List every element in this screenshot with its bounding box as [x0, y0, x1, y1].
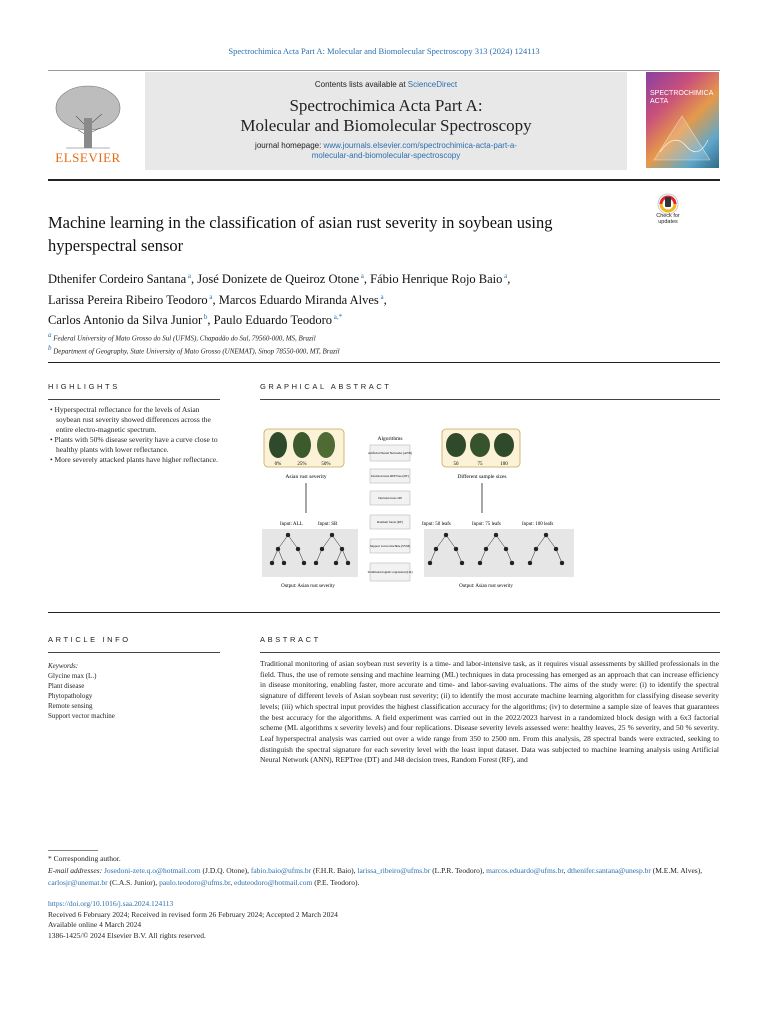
highlights-heading: HIGHLIGHTS	[48, 382, 120, 391]
masthead-bottom-rule	[48, 179, 720, 181]
cover-pattern	[650, 112, 714, 164]
affiliation-key: b	[48, 344, 54, 353]
article-info-rule	[48, 652, 220, 653]
keyword-item: Glycine max (L.)	[48, 672, 97, 680]
affiliation-line	[48, 343, 688, 356]
leaf-label-right: 50	[453, 462, 459, 467]
journal-title	[145, 96, 627, 136]
email-link[interactable]: marcos.eduardo@ufms.br	[486, 866, 564, 875]
sciencedirect-link[interactable]: ScienceDirect	[407, 80, 458, 89]
email-link[interactable]: dthenifer.santana@unesp.br	[567, 866, 651, 875]
leaf-label-right: 100	[500, 462, 508, 467]
article-title	[48, 211, 638, 257]
homepage-url-line2[interactable]: molecular-and-biomolecular-spectroscopy	[311, 151, 461, 160]
algorithm-label: Support vector machine (SVM)	[369, 544, 411, 548]
keyword-item: Remote sensing	[48, 702, 93, 710]
author-name[interactable]: José Donizete de Queiroz Otone	[197, 272, 360, 287]
footnotes	[48, 853, 720, 889]
abstract-rule	[260, 652, 720, 653]
email-owner: (J.D.Q. Otone),	[200, 866, 251, 875]
input-label-left: Input: ALL	[280, 522, 303, 527]
copyright: 1386-1425/© 2024 Elsevier B.V. All rights reserved.	[48, 930, 206, 940]
author-affiliation-marker[interactable]: a	[378, 292, 384, 301]
cover-title: SPECTROCHIMICA ACTA	[650, 90, 714, 105]
author-affiliation-marker[interactable]: b	[202, 313, 208, 322]
publisher-name: ELSEVIER	[55, 150, 121, 165]
abstract-text: Traditional monitoring of asian soybean rust severity is a time- and labor-intensive task, as it requires visual assessments by skilled professionals in the field. Thus, the use of remote sensing and machine learning (ML) techniques in data processing has emerged as an approach that can increase efficiency in disease monitoring, enabling faster, more accurate and time- and labor-saving evaluations. The aims of the study were: (i) to identify the spectral signature of different levels of Asian soybean rust severity; (ii) to identify the most accurate machine learning algorithm for classifying disease severity levels; (iii) which spectral input provides the highest classification accuracy for the algorithms; (iv) to determine a sample size of leaves that guarantees the best accuracy for the algorithms. A field experiment was carried out in the 2022/2023 harvest in a randomized block design with a 6x3 factorial scheme (ML algorithms x severity levels) and four replications. Disease severity levels assessed were: healthy leaves, 25 % severity, and 50 % severity. Leaf hyperspectral analysis was carried out over a wide range from 350 to 2500 nm. From this analysis, 28 spectral bands were extracted, seeking to distinguish the spectral signature for each severity level with the least input dataset. Data was subjected to machine learning analysis using Artificial Neural Network (ANN), REPTree (DT) and J48 decision trees, Random Forest (RF), and	[260, 659, 719, 765]
affiliation-text: Federal University of Mato Grosso do Sul (UFMS), Chapadão do Sul, 79560-000, MS, Brazil	[53, 334, 316, 343]
keyword-item: Plant disease	[48, 682, 85, 690]
section-rule-1	[48, 362, 720, 363]
keyword-item: Phytopathology	[48, 692, 93, 700]
keywords-block	[48, 661, 220, 721]
article-title-line1: Machine learning in the classification of asian rust severity in soybean using	[48, 213, 553, 232]
footnote-rule	[48, 850, 98, 851]
leaf-label-left: 50%	[321, 462, 331, 467]
algorithm-label: Artificial Neural Networks (ANN)	[367, 451, 413, 455]
author-name[interactable]: Carlos Antonio da Silva Junior	[48, 313, 203, 328]
masthead-top-rule	[48, 70, 720, 71]
leaf-label-left: 25%	[297, 462, 307, 467]
journal-homepage	[170, 141, 602, 161]
output-label-right: Output: Asian rust severity	[459, 584, 513, 589]
section-rule-2	[48, 612, 720, 613]
keyword-item: Support vector machine	[48, 712, 115, 720]
keywords-label: Keywords:	[48, 662, 79, 670]
author-affiliation-marker[interactable]: a	[502, 272, 508, 280]
graphical-abstract-rule	[260, 399, 720, 400]
email-list	[48, 866, 702, 887]
email-label: E-mail addresses:	[48, 866, 103, 875]
email-link[interactable]: paulo.teodoro@ufms.br	[159, 878, 231, 887]
author-name[interactable]: Dthenifer Cordeiro Santana	[48, 272, 187, 287]
affiliations	[48, 330, 688, 357]
email-owner: (F.H.R. Baio),	[311, 866, 358, 875]
input-label-right: Input: 75 leafs	[472, 522, 501, 527]
left-caption: Asian rust severity	[285, 474, 327, 480]
email-link[interactable]: carlosjr@unemat.br	[48, 878, 108, 887]
algorithm-label: Random forest (RF)	[377, 520, 403, 524]
algorithm-label: Decision trees J48	[378, 496, 402, 500]
email-owner: ,	[563, 866, 568, 875]
output-label-left: Output: Asian rust severity	[281, 584, 335, 589]
available-online: Available online 4 March 2024	[48, 920, 142, 929]
right-caption: Different sample sizes	[457, 474, 507, 480]
highlights-list	[48, 405, 220, 465]
input-label-right: Input: 100 leafs	[522, 522, 554, 527]
article-info-heading: ARTICLE INFO	[48, 635, 131, 644]
author-list: Dthenifer Cordeiro Santana $^a$, José Donizete de Queiroz Otone $^a$, Fábio Henrique Rojo Baio $^a$, Larissa Pereira Ribeiro Teodoro $^a$, Marcos Eduardo Miranda Alves $^a$, Carlos Antonio da Silva Junior $^b$, Paulo Eduardo Teodoro $^{a,*}$	[48, 272, 511, 328]
homepage-label: journal homepage:	[255, 141, 324, 150]
author-affiliation-marker[interactable]: a,*	[332, 313, 343, 322]
article-title-line2: hyperspectral sensor	[48, 236, 184, 255]
author-affiliation-marker[interactable]: a	[359, 272, 364, 280]
author-name[interactable]: Fábio Henrique Rojo Baio	[370, 272, 503, 287]
affiliation-line	[48, 330, 688, 343]
highlight-item: • Plants with 50% disease severity have a curve close to healthy plants with lower reflectance.	[50, 435, 218, 454]
algorithms-title: Algorithms	[377, 436, 403, 442]
author-name[interactable]: Larissa Pereira Ribeiro Teodoro	[48, 292, 208, 307]
affiliation-key: a	[48, 331, 54, 339]
email-owner: ,	[230, 878, 234, 887]
affiliation-text: Department of Geography, State University of Mato Grosso (UNEMAT), Sinop 78550-000, MT, Brazil	[53, 347, 340, 356]
email-link[interactable]: Josedoni-zete.q.o@hotmail.com	[103, 866, 201, 875]
email-owner: (M.E.M. Alves),	[650, 866, 703, 875]
email-owner: (L.P.R. Teodoro),	[430, 866, 487, 875]
article-history	[48, 899, 720, 941]
leaf-label-left: 0%	[274, 462, 282, 467]
journal-citation-link[interactable]: Spectrochimica Acta Part A: Molecular and Biomolecular Spectroscopy 313 (2024) 124113	[228, 46, 540, 56]
author-affiliation-marker[interactable]: a	[207, 292, 213, 301]
graphical-abstract-figure[interactable]	[260, 425, 720, 603]
input-label-right: Input: 50 leafs	[422, 522, 451, 527]
abstract-heading: ABSTRACT	[260, 635, 321, 644]
highlight-item: • More severely attacked plants have higher reflectance.	[50, 455, 218, 464]
algorithm-label: Decision trees REPTree (DT)	[371, 474, 409, 478]
email-link[interactable]: larissa_ribeiro@ufms.br	[357, 866, 431, 875]
author-affiliation-marker[interactable]: a	[186, 272, 192, 280]
check-for-updates-label[interactable]: Check for updates	[656, 213, 680, 225]
doi-link[interactable]: https://doi.org/10.1016/j.saa.2024.124113	[48, 899, 174, 908]
algorithm-label: Traditional logistic regression (LR)	[367, 570, 413, 574]
highlights-rule	[48, 399, 220, 400]
email-addresses	[48, 865, 720, 889]
highlight-item: • Hyperspectral reflectance for the levels of Asian soybean rust severity showed differences across the entire electro-magnetic spectrum.	[50, 405, 211, 434]
graphical-abstract-heading: GRAPHICAL ABSTRACT	[260, 382, 392, 391]
input-label-left: Input: SB	[318, 522, 338, 527]
received-dates: Received 6 February 2024; Received in revised form 26 February 2024; Accepted 2 March 2024	[48, 909, 338, 919]
email-link[interactable]: eduteodoro@hotmail.com	[234, 878, 313, 887]
author-name[interactable]: Marcos Eduardo Miranda Alves	[218, 292, 379, 307]
corresponding-author-note: * Corresponding author.	[48, 854, 121, 863]
email-owner: (C.A.S. Junior),	[107, 878, 160, 887]
journal-title-line2: Molecular and Biomolecular Spectroscopy	[240, 116, 532, 135]
contents-line	[145, 80, 627, 89]
homepage-url-line1[interactable]: www.journals.elsevier.com/spectrochimica-acta-part-a-	[323, 141, 517, 150]
author-name[interactable]: Paulo Eduardo Teodoro	[213, 313, 332, 328]
algorithm-boxes	[367, 445, 412, 581]
email-link[interactable]: fabio.baio@ufms.br	[250, 866, 312, 875]
leaf-label-right: 75	[477, 462, 483, 467]
email-owner: (P.E. Teodoro).	[312, 878, 360, 887]
contents-prefix: Contents lists available at	[314, 80, 408, 89]
journal-title-line1: Spectrochimica Acta Part A:	[289, 96, 483, 115]
